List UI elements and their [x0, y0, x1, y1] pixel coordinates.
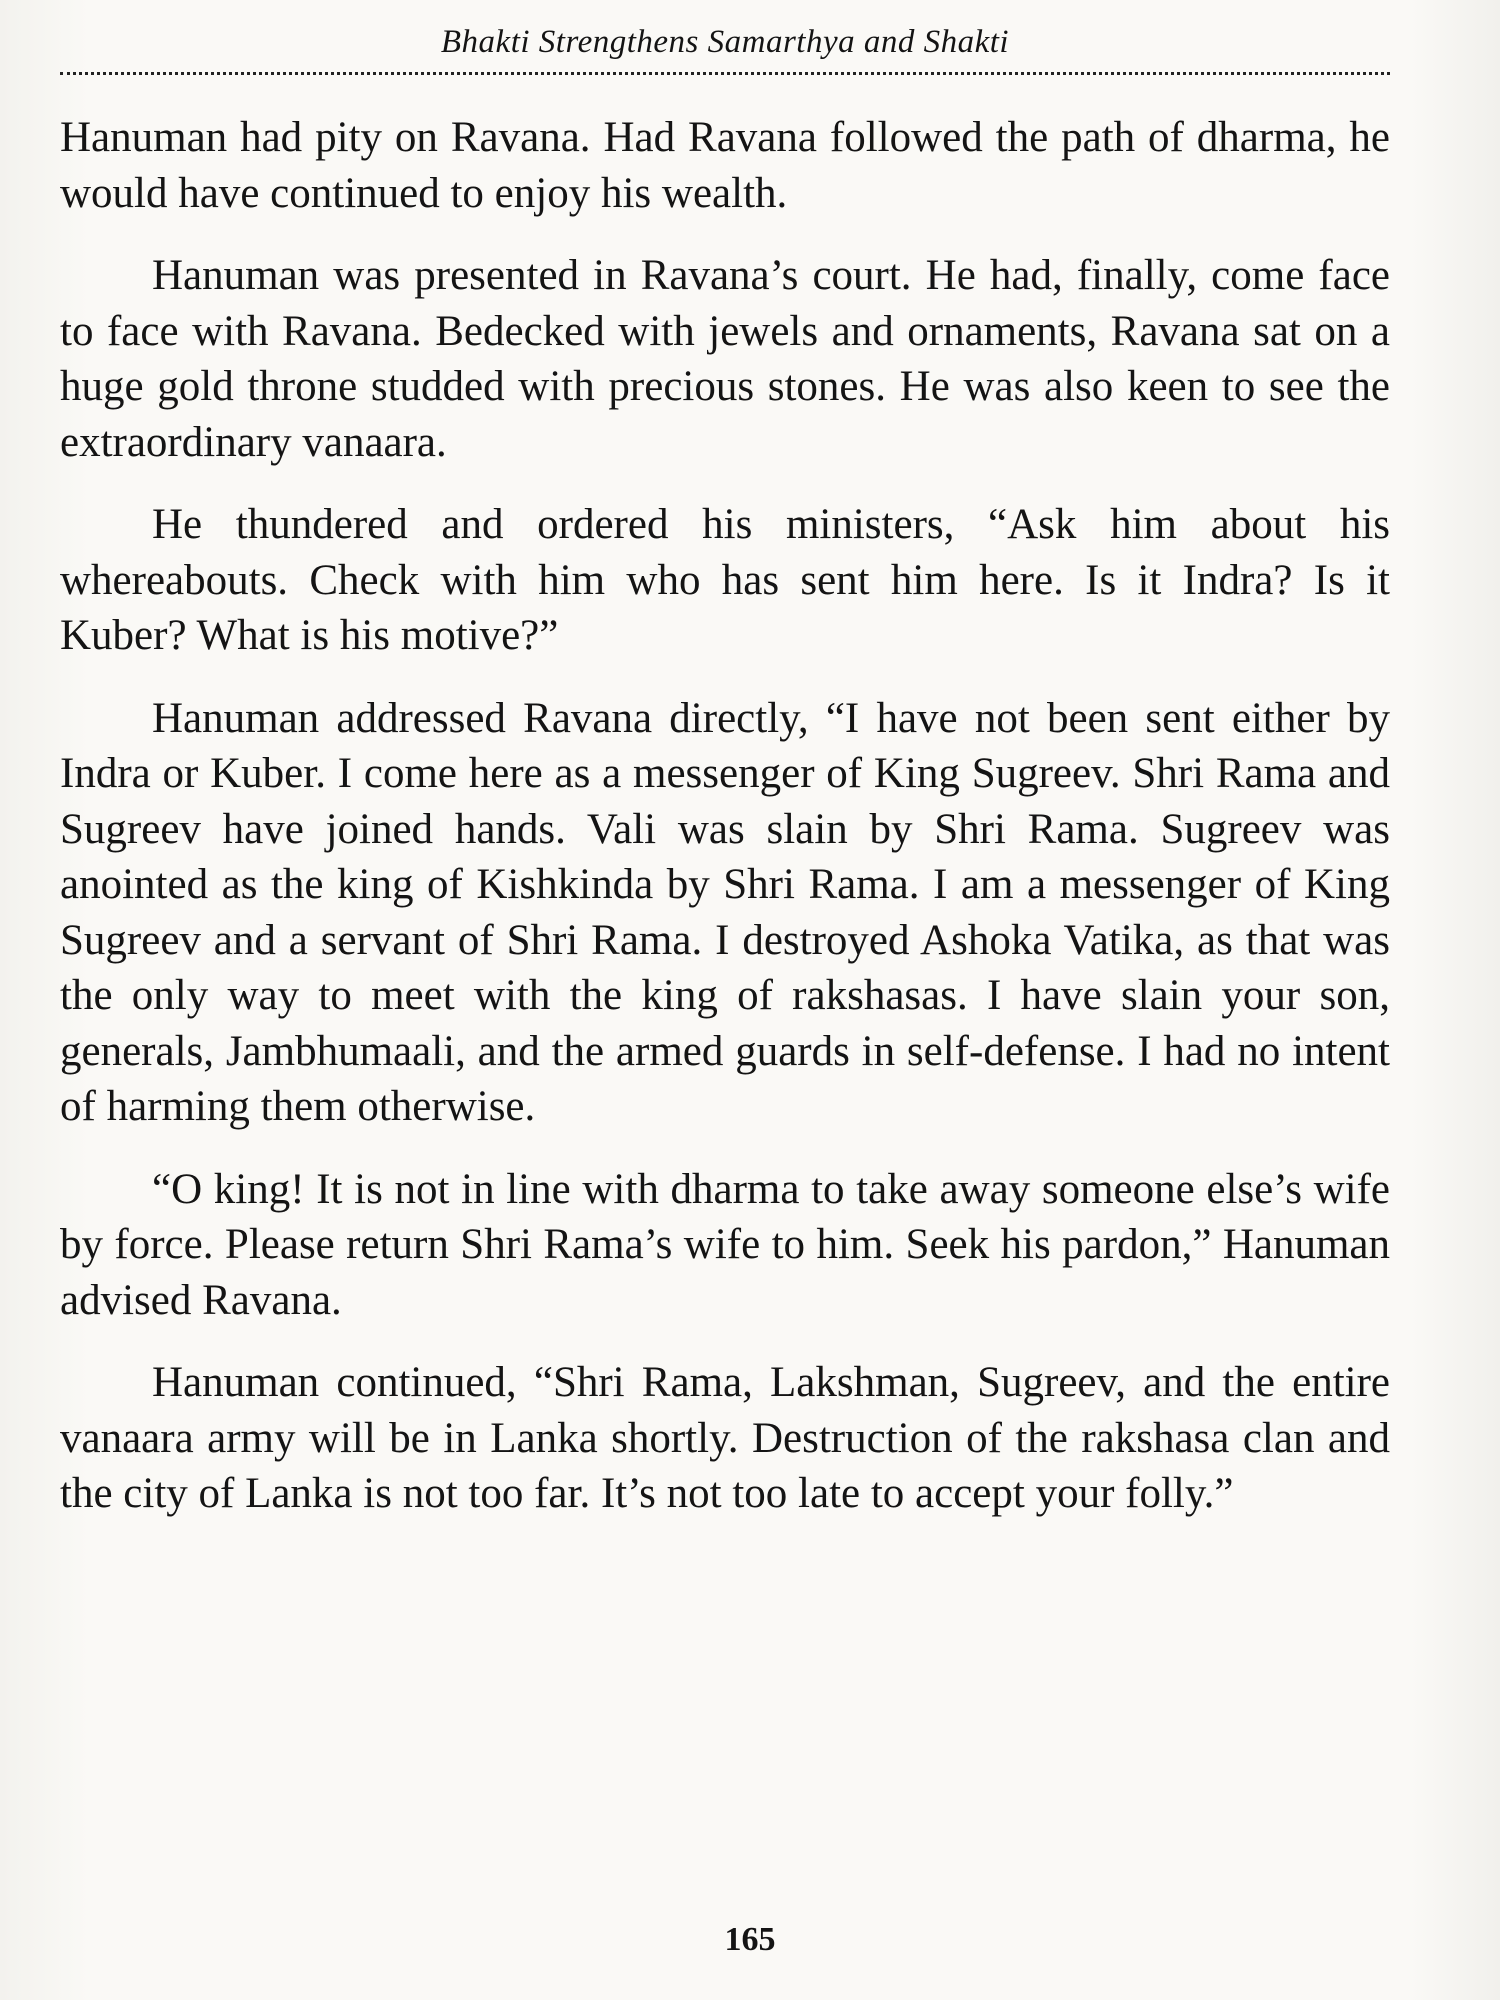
- running-head: Bhakti Strengthens Samarthya and Shakti: [440, 24, 1010, 60]
- paragraph-6: Hanuman continued, “Shri Rama, Lakshman, Sugreev, and the entire vanaara army will be in Lanka shortly. Destruction of the rakshasa clan and the city of Lanka is not too far. It’s not too late to accept your folly.”: [60, 1359, 1390, 1517]
- paragraph-4: Hanuman addressed Ravana directly, “I have not been sent either by Indra or Kuber. I come here as a messenger of King Sugreev. Shri Rama and Sugreev have joined hands. Vali was slain by Shri Rama. Sugreev was anointed as the king of Kishkinda by Shri Rama. I am a messenger of King Sugreev and a servant of Shri Rama. I destroyed Ashoka Vatika, as that was the only way to meet with the king of rakshasas. I have slain your son, generals, Jambhumaali, and the armed guards in self-defense. I had no intent of harming them otherwise.: [60, 694, 1390, 1130]
- header-rule: [60, 72, 1390, 75]
- paragraph-5: “O king! It is not in line with dharma to take away someone else’s wife by force. Please return Shri Rama’s wife to him. Seek his pardon,” Hanuman advised Ravana.: [60, 1165, 1390, 1324]
- paragraph-2: Hanuman was presented in Ravana’s court. He had, finally, come face to face with Ravana. Bedecked with jewels and ornaments, Ravana sat on a huge gold throne studded with precious stones. He was also keen to see the extraordinary vanaara.: [60, 252, 1390, 466]
- paragraph-1: Hanuman had pity on Ravana. Had Ravana followed the path of dharma, he would have continued to enjoy his wealth.: [60, 114, 1390, 217]
- paragraph-3: He thundered and ordered his ministers, “Ask him about his whereabouts. Check with him who has sent him here. Is it Indra? Is it Kuber? What is his motive?”: [60, 501, 1390, 659]
- page-number: 165: [724, 1921, 776, 1958]
- body-text: [60, 110, 1390, 1549]
